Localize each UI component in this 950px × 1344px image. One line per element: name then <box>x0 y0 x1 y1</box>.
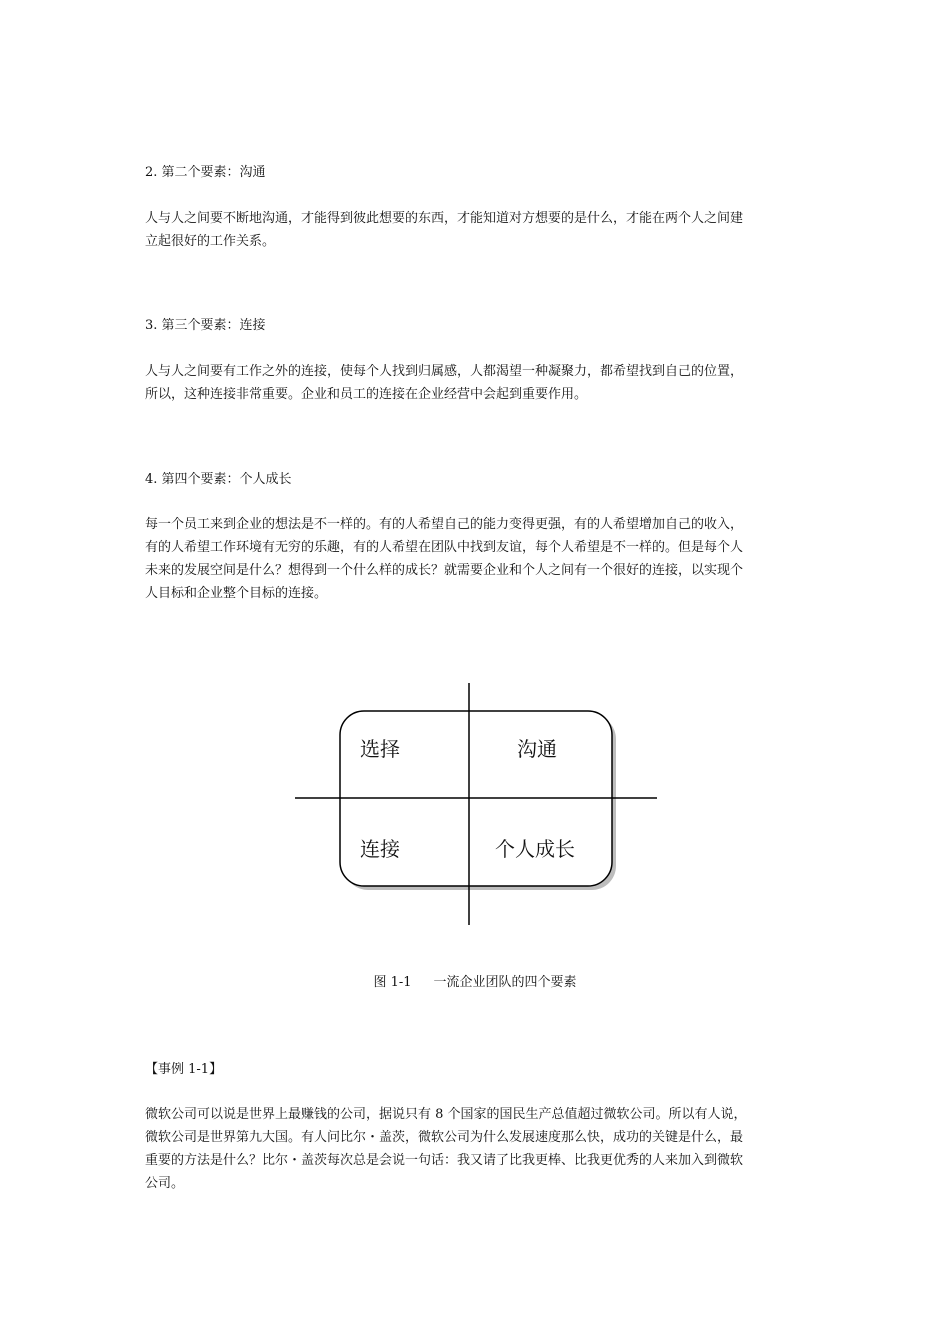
paragraph-line: 微软公司是世界第九大国。有人问比尔・盖茨，微软公司为什么发展速度那么快，成功的关键是什么，最 <box>145 1130 744 1145</box>
four-elements-diagram <box>295 683 660 925</box>
quadrant-personal-growth-label: 个人成长 <box>495 837 575 861</box>
figure-caption-text: 一流企业团队的四个要素 <box>433 975 577 990</box>
paragraph-line: 重要的方法是什么？比尔・盖茨每次总是会说一句话：我又请了比我更棒、比我更优秀的人来加入到微软 <box>145 1153 744 1168</box>
paragraph-line: 微软公司可以说是世界上最赚钱的公司，据说只有 8 个国家的国民生产总值超过微软公司。所以有人说， <box>145 1107 747 1122</box>
quadrant-connection-label: 连接 <box>360 837 400 861</box>
case-paragraph <box>145 1103 805 1195</box>
quadrant-communication-label: 沟通 <box>517 737 557 761</box>
paragraph-line: 人与人之间要不断地沟通，才能得到彼此想要的东西，才能知道对方想要的是什么，才能在两个人之间建 <box>145 211 744 226</box>
paragraph-line: 每一个员工来到企业的想法是不一样的。有的人希望自己的能力变得更强，有的人希望增加自己的收入， <box>145 517 744 532</box>
section-heading-connection: 3. 第三个要素：连接 <box>145 318 266 333</box>
diagram-graphic <box>295 683 660 925</box>
paragraph-line: 人与人之间要有工作之外的连接，使每个人找到归属感，人都渴望一种凝聚力，都希望找到自己的位置， <box>145 364 744 379</box>
paragraph-line: 立起很好的工作关系。 <box>145 234 276 249</box>
section-heading-personal-growth: 4. 第四个要素：个人成长 <box>145 472 292 487</box>
figure-caption <box>0 974 950 992</box>
section-paragraph-communication <box>145 207 805 253</box>
section-paragraph-connection <box>145 360 805 406</box>
quadrant-choice-label: 选择 <box>360 737 400 761</box>
paragraph-line: 所以，这种连接非常重要。企业和员工的连接在企业经营中会起到重要作用。 <box>145 387 588 402</box>
paragraph-line: 有的人希望工作环境有无穷的乐趣，有的人希望在团队中找到友谊，每个人希望是不一样的。但是每个人 <box>145 540 744 555</box>
section-paragraph-personal-growth <box>145 513 805 605</box>
section-heading-communication: 2. 第二个要素：沟通 <box>145 165 266 180</box>
paragraph-line: 公司。 <box>145 1176 185 1191</box>
case-label: 【事例 1-1】 <box>145 1062 223 1077</box>
paragraph-line: 人目标和企业整个目标的连接。 <box>145 586 328 601</box>
figure-number: 图 1-1 <box>373 975 412 990</box>
paragraph-line: 未来的发展空间是什么？想得到一个什么样的成长？就需要企业和个人之间有一个很好的连接，以实现个 <box>145 563 744 578</box>
